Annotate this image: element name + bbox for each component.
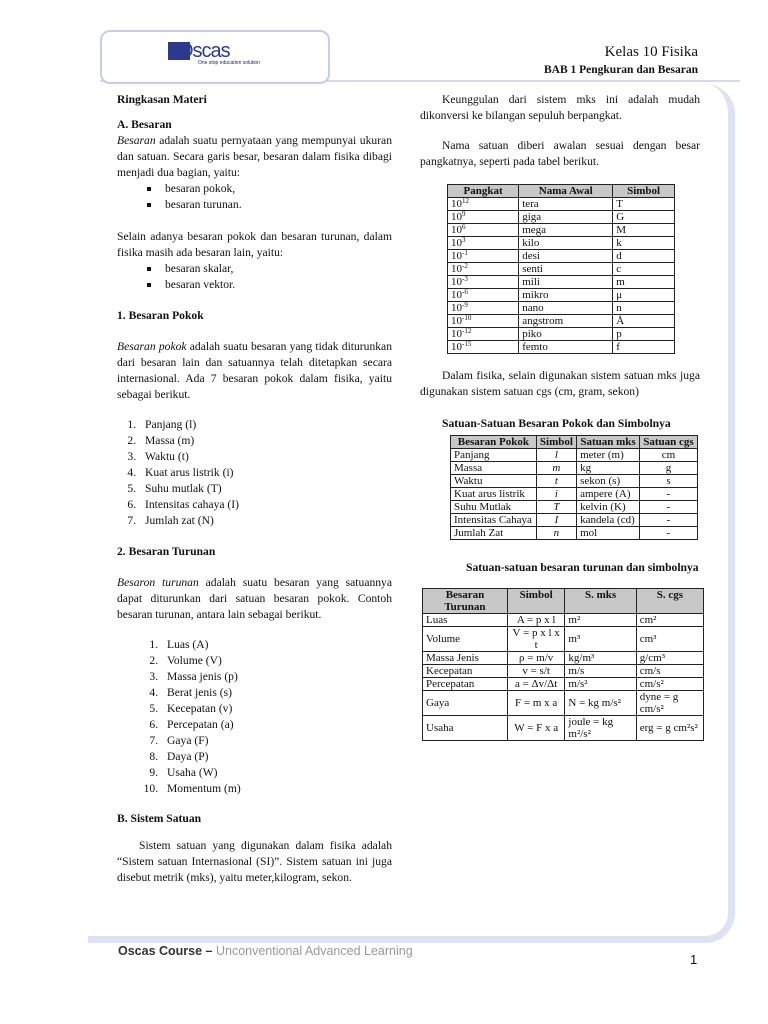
- besaran-other-list: [117, 261, 392, 293]
- prefix-symbol-cell: c: [613, 263, 675, 276]
- prefix-name-cell: angstrom: [519, 315, 613, 328]
- table-row: [423, 665, 704, 678]
- pangkat-cell: [448, 302, 519, 315]
- para-keunggulan: Keunggulan dari sistem mks ini adalah mudah dikonversi ke bilangan sepuluh berpangkat.: [420, 93, 700, 122]
- table-row: [451, 501, 698, 514]
- table-cell: ρ = m/v: [507, 652, 565, 665]
- table-cell: -: [640, 488, 698, 501]
- sistem-satuan-text: Sistem satuan yang digunakan dalam fisika adalah “Sistem satuan Internasional (SI)”. Sistem satuan ini juga disebut metrik (mks), yaitu meter,kilogram, sekon.: [117, 839, 392, 884]
- prefix-symbol-cell: M: [613, 224, 675, 237]
- prefix-symbol-cell: T: [613, 198, 675, 211]
- table-cell: kg/m³: [565, 652, 636, 665]
- table-cell: i: [536, 488, 576, 501]
- table-row: [451, 514, 698, 527]
- header-bab: BAB 1 Pengkuran dan Besaran: [543, 64, 698, 76]
- pangkat-exponent: 9: [462, 210, 466, 218]
- prefix-symbol-cell: p: [613, 328, 675, 341]
- prefix-name-cell: tera: [519, 198, 613, 211]
- table-header-cell: Simbol: [536, 436, 576, 449]
- list-item: besaran turunan.: [145, 197, 392, 213]
- table-cell: A = p x l: [507, 614, 565, 627]
- pangkat-cell: [448, 250, 519, 263]
- table-cell: g: [640, 462, 698, 475]
- list-item: 9. Usaha (W): [161, 765, 392, 781]
- table-cell: Massa: [451, 462, 537, 475]
- table-cell: n: [536, 527, 576, 540]
- table-header-cell: S. cgs: [636, 589, 703, 614]
- table-row: [448, 276, 675, 289]
- term-besaran-turunan: Besaron turunan: [117, 576, 199, 589]
- prefix-symbol-cell: Å: [613, 315, 675, 328]
- table-cell: Massa Jenis: [423, 652, 508, 665]
- pangkat-exponent: -3: [462, 275, 468, 283]
- table-cell: cm²: [636, 614, 703, 627]
- table-cell: cm/s: [636, 665, 703, 678]
- list-item: 7. Jumlah zat (N): [139, 513, 392, 529]
- table-row: [448, 237, 675, 250]
- prefix-name-cell: desi: [519, 250, 613, 263]
- derived-units-header: [423, 589, 704, 614]
- besaran-types-list: [117, 181, 392, 213]
- right-column: [420, 92, 700, 741]
- pangkat-base: 10: [451, 315, 462, 327]
- pangkat-exponent: -1: [462, 249, 468, 257]
- pangkat-cell: [448, 211, 519, 224]
- turunan-text: adalah suatu besaran yang satuannya dapat diturunkan dari satuan besaran pokok. Contoh besaran turunan, antara lain sebagai berikut.: [117, 576, 392, 621]
- prefix-table-header: [448, 185, 675, 198]
- pangkat-exponent: -12: [462, 327, 472, 335]
- prefix-name-cell: femto: [519, 341, 613, 354]
- prefix-table: [447, 184, 675, 354]
- table-cell: Kuat arus listrik: [451, 488, 537, 501]
- table-cell: t: [536, 475, 576, 488]
- turunan-definition: [117, 575, 392, 623]
- table-cell: T: [536, 501, 576, 514]
- pangkat-base: 10: [451, 276, 462, 288]
- table-row: [423, 614, 704, 627]
- list-item: 3. Massa jenis (p): [161, 669, 392, 685]
- table-cell: dyne = g cm/s²: [636, 691, 703, 716]
- table-row: [448, 198, 675, 211]
- table-header-cell: Pangkat: [448, 185, 519, 198]
- table-cell: -: [640, 514, 698, 527]
- table-row: [451, 462, 698, 475]
- list-item: 10. Momentum (m): [161, 781, 392, 797]
- table-header-cell: Satuan mks: [577, 436, 640, 449]
- list-item: 2. Volume (V): [161, 653, 392, 669]
- prefix-symbol-cell: k: [613, 237, 675, 250]
- list-item: 3. Waktu (t): [139, 449, 392, 465]
- pangkat-base: 10: [451, 263, 462, 275]
- prefix-symbol-cell: d: [613, 250, 675, 263]
- prefix-name-cell: mega: [519, 224, 613, 237]
- table-cell: a = Δv/Δt: [507, 678, 565, 691]
- table-cell: Intensitas Cahaya: [451, 514, 537, 527]
- table-row: [423, 678, 704, 691]
- prefix-symbol-cell: m: [613, 276, 675, 289]
- prefix-name-cell: piko: [519, 328, 613, 341]
- table-cell: -: [640, 527, 698, 540]
- table-cell: m: [536, 462, 576, 475]
- table-row: [448, 263, 675, 276]
- table-cell: cm³: [636, 627, 703, 652]
- pokok-list: [117, 417, 392, 529]
- footer-brand: [118, 943, 413, 959]
- logo-tagline: One stop education solution: [198, 60, 260, 66]
- pokok-text: adalah suatu besaran yang tidak diturunkan dari besaran lain dan satuannya telah ditetapkan secara internasional. Ada 7 besaran pokok dalam fisika, yaitu sebagai berikut.: [117, 340, 392, 401]
- prefix-name-cell: giga: [519, 211, 613, 224]
- pangkat-exponent: -10: [462, 314, 472, 322]
- pangkat-exponent: 3: [462, 236, 466, 244]
- table2-title: Satuan-Satuan Besaran Pokok dan Simbolnya: [442, 417, 671, 430]
- table-cell: erg = g cm²s²: [636, 716, 703, 741]
- table-cell: V = p x l x t: [507, 627, 565, 652]
- table-cell: Volume: [423, 627, 508, 652]
- table-row: [448, 289, 675, 302]
- pangkat-cell: [448, 328, 519, 341]
- table-cell: joule = kg m²/s²: [565, 716, 636, 741]
- table-row: [448, 341, 675, 354]
- table-cell: kandela (cd): [577, 514, 640, 527]
- base-units-table: [450, 435, 698, 540]
- table-cell: Suhu Mutlak: [451, 501, 537, 514]
- base-units-header: [451, 436, 698, 449]
- pangkat-base: 10: [451, 250, 462, 262]
- table-cell: g/cm³: [636, 652, 703, 665]
- pangkat-base: 10: [451, 302, 462, 314]
- table-row: [423, 627, 704, 652]
- table-cell: -: [640, 501, 698, 514]
- table-row: [448, 302, 675, 315]
- list-item: 4. Berat jenis (s): [161, 685, 392, 701]
- table-cell: l: [536, 449, 576, 462]
- pangkat-cell: [448, 341, 519, 354]
- list-item: 1. Luas (A): [161, 637, 392, 653]
- pokok-definition: [117, 339, 392, 403]
- table-cell: m/s²: [565, 678, 636, 691]
- term-besaran: Besaran: [117, 134, 156, 147]
- heading-besaran-turunan: 2. Besaran Turunan: [117, 545, 216, 558]
- table-cell: m³: [565, 627, 636, 652]
- left-column: [117, 92, 392, 886]
- footer-tagline: Unconventional Advanced Learning: [212, 944, 413, 958]
- list-item: 1. Panjang (l): [139, 417, 392, 433]
- para-cgs: Dalam fisika, selain digunakan sistem satuan mks juga digunakan sistem satuan cgs (cm, gram, sekon): [420, 369, 700, 398]
- table-cell: F = m x a: [507, 691, 565, 716]
- logo-text: Oscas: [178, 40, 230, 62]
- table-row: [448, 315, 675, 328]
- prefix-name-cell: kilo: [519, 237, 613, 250]
- table-header-cell: Simbol: [613, 185, 675, 198]
- table-header-cell: Besaran Pokok: [451, 436, 537, 449]
- table-cell: I: [536, 514, 576, 527]
- pangkat-base: 10: [451, 328, 462, 340]
- table-cell: Gaya: [423, 691, 508, 716]
- table-cell: meter (m): [577, 449, 640, 462]
- pangkat-cell: [448, 237, 519, 250]
- table-row: [423, 716, 704, 741]
- list-item: 7. Gaya (F): [161, 733, 392, 749]
- prefix-name-cell: nano: [519, 302, 613, 315]
- prefix-symbol-cell: G: [613, 211, 675, 224]
- derived-units-table: [422, 588, 704, 741]
- pangkat-base: 10: [451, 289, 462, 301]
- table-row: [423, 652, 704, 665]
- table-row: [451, 449, 698, 462]
- header-kelas: Kelas 10 Fisika: [604, 44, 698, 60]
- table-row: [423, 691, 704, 716]
- heading-sistem-satuan: B. Sistem Satuan: [117, 812, 202, 825]
- table-cell: Kecepatan: [423, 665, 508, 678]
- para-other-quantities: Selain adanya besaran pokok dan besaran turunan, dalam fisika masih ada besaran lain, yaitu:: [117, 230, 392, 259]
- pangkat-cell: [448, 315, 519, 328]
- table-cell: cm: [640, 449, 698, 462]
- pangkat-exponent: 12: [462, 197, 469, 205]
- table-header-cell: Nama Awal: [519, 185, 613, 198]
- table-cell: Luas: [423, 614, 508, 627]
- table-row: [448, 211, 675, 224]
- prefix-name-cell: senti: [519, 263, 613, 276]
- table-cell: Panjang: [451, 449, 537, 462]
- heading-besaran-pokok: 1. Besaran Pokok: [117, 309, 204, 322]
- footer-brand-name: Oscas Course –: [118, 944, 213, 958]
- prefix-symbol-cell: n: [613, 302, 675, 315]
- pangkat-cell: [448, 198, 519, 211]
- table-cell: v = s/t: [507, 665, 565, 678]
- pangkat-exponent: -15: [462, 340, 472, 348]
- table-row: [448, 328, 675, 341]
- table-row: [451, 488, 698, 501]
- ringkasan-heading: Ringkasan Materi: [117, 93, 207, 106]
- table-cell: N = kg m/s²: [565, 691, 636, 716]
- prefix-symbol-cell: f: [613, 341, 675, 354]
- table-cell: sekon (s): [577, 475, 640, 488]
- table-row: [448, 250, 675, 263]
- pangkat-base: 10: [451, 198, 462, 210]
- list-item: 6. Percepatan (a): [161, 717, 392, 733]
- besaran-text: adalah suatu pernyataan yang mempunyai ukuran dan satuan. Secara garis besar, besaran dalam fisika dibagi menjadi dua bagian, yaitu:: [117, 134, 392, 179]
- table-cell: m²: [565, 614, 636, 627]
- list-item: 5. Kecepatan (v): [161, 701, 392, 717]
- list-item: besaran vektor.: [145, 277, 392, 293]
- prefix-name-cell: mili: [519, 276, 613, 289]
- table-cell: mol: [577, 527, 640, 540]
- pangkat-exponent: 6: [462, 223, 466, 231]
- section-a-heading: A. Besaran: [117, 118, 172, 131]
- term-besaran-pokok: Besaran pokok: [117, 340, 187, 353]
- table-cell: kelvin (K): [577, 501, 640, 514]
- list-item: 6. Intensitas cahaya (I): [139, 497, 392, 513]
- besaran-definition: [117, 133, 392, 181]
- table-cell: m/s: [565, 665, 636, 678]
- para-nama-satuan: Nama satuan diberi awalan sesuai dengan besar pangkatnya, seperti pada tabel berikut.: [420, 139, 700, 168]
- table-cell: s: [640, 475, 698, 488]
- table-cell: kg: [577, 462, 640, 475]
- table-header-cell: Besaran Turunan: [423, 589, 508, 614]
- prefix-symbol-cell: μ: [613, 289, 675, 302]
- table-cell: Percepatan: [423, 678, 508, 691]
- list-item: besaran skalar,: [145, 261, 392, 277]
- pangkat-exponent: -9: [462, 301, 468, 309]
- pangkat-base: 10: [451, 237, 462, 249]
- pangkat-base: 10: [451, 224, 462, 236]
- pangkat-base: 10: [451, 211, 462, 223]
- table-header-cell: Satuan cgs: [640, 436, 698, 449]
- list-item: 4. Kuat arus listrik (i): [139, 465, 392, 481]
- table-row: [451, 527, 698, 540]
- turunan-list: [117, 637, 392, 797]
- table-header-cell: Simbol: [507, 589, 565, 614]
- table-cell: W = F x a: [507, 716, 565, 741]
- pangkat-cell: [448, 276, 519, 289]
- list-item: 2. Massa (m): [139, 433, 392, 449]
- list-item: 5. Suhu mutlak (T): [139, 481, 392, 497]
- page-number: 1: [690, 952, 698, 967]
- table-cell: Waktu: [451, 475, 537, 488]
- prefix-name-cell: mikro: [519, 289, 613, 302]
- table-header-cell: S. mks: [565, 589, 636, 614]
- pangkat-cell: [448, 289, 519, 302]
- list-item: besaran pokok,: [145, 181, 392, 197]
- table-cell: Jumlah Zat: [451, 527, 537, 540]
- table-cell: Usaha: [423, 716, 508, 741]
- table-cell: ampere (A): [577, 488, 640, 501]
- pangkat-exponent: -6: [462, 288, 468, 296]
- pangkat-exponent: -2: [462, 262, 468, 270]
- pangkat-cell: [448, 263, 519, 276]
- list-item: 8. Daya (P): [161, 749, 392, 765]
- table-row: [451, 475, 698, 488]
- table-cell: cm/s²: [636, 678, 703, 691]
- table3-title: Satuan-satuan besaran turunan dan simbolnya: [466, 561, 699, 574]
- pangkat-base: 10: [451, 341, 462, 353]
- table-row: [448, 224, 675, 237]
- pangkat-cell: [448, 224, 519, 237]
